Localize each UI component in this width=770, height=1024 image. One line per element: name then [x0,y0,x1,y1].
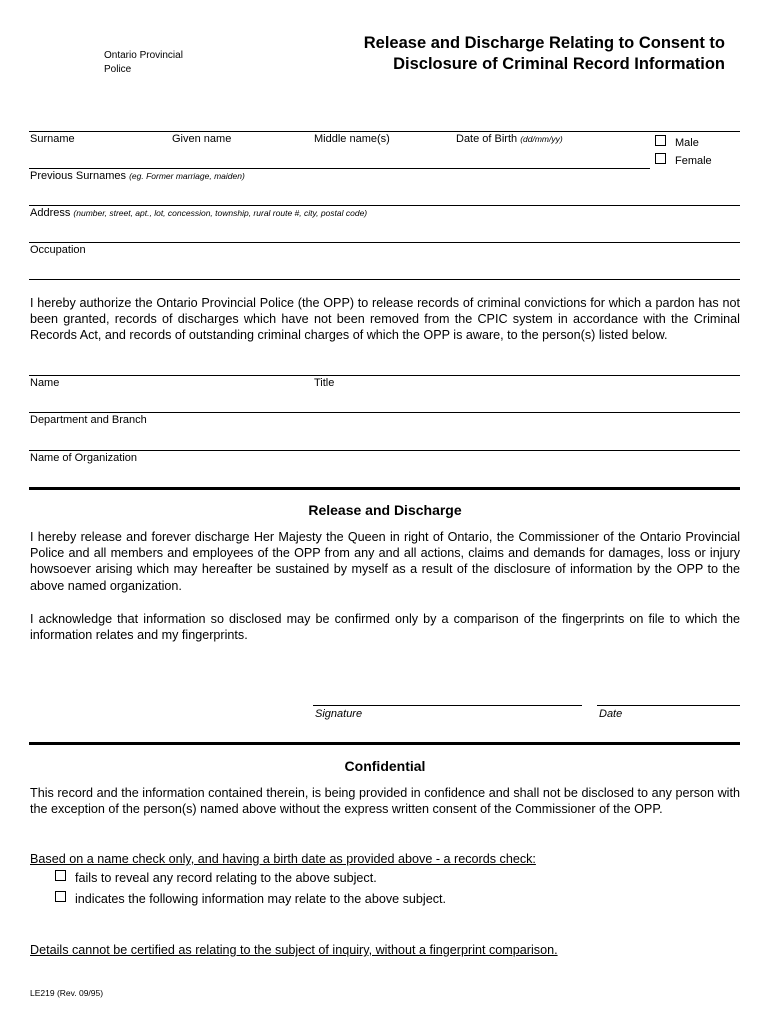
possible-record-checkbox[interactable] [55,891,66,902]
dob-format-hint: (dd/mm/yy) [520,134,563,144]
given-name-field[interactable]: Given name [172,133,232,145]
form-title-line2: Disclosure of Criminal Record Information [393,55,725,73]
possible-record-label: indicates the following information may relate to the above subject. [75,892,447,906]
signature-label: Signature [315,708,363,720]
female-checkbox[interactable] [655,153,666,164]
address-label: Address [30,207,71,219]
divider [29,279,740,280]
form-title [300,33,725,75]
release-heading: Release and Discharge [308,502,462,518]
divider [29,412,740,413]
no-record-checkbox[interactable] [55,870,66,881]
form-number: LE219 (Rev. 09/95) [30,988,104,998]
organization-field[interactable]: Name of Organization [30,452,137,464]
signature-line[interactable] [313,705,582,706]
fingerprint-disclaimer: Details cannot be certified as relating to the subject of inquiry, without a fingerprint comparison. [30,943,558,957]
confidential-heading: Confidential [344,758,426,774]
release-paragraph: I hereby release and forever discharge Her Majesty the Queen in right of Ontario, the Commissioner of the Ontario Provincial Police and all members and employees of the OPP from any and all actions, claims and demands for damages, loss or injury howsoever arising which may hereafter be sustained by myself as a result of the disclosure of information by the OPP to the above named organization. [30,530,740,593]
section-divider [29,742,740,745]
middle-names-field[interactable]: Middle name(s) [314,133,390,145]
female-label: Female [675,155,712,167]
date-label: Date [599,708,623,720]
dob-label: Date of Birth [456,133,518,145]
date-line[interactable] [597,705,740,706]
previous-surnames-hint: (eg. Former marriage, maiden) [129,171,245,181]
records-check-intro: Based on a name check only, and having a birth date as provided above - a records check: [30,852,536,866]
divider [29,375,740,376]
recipient-title-field[interactable]: Title [314,377,335,389]
section-divider [29,487,740,490]
authorization-paragraph: I hereby authorize the Ontario Provincial Police (the OPP) to release records of criminal convictions for which a pardon has not been granted, records of discharges which have not been removed from the CPIC system in accordance with the Criminal Records Act, and records of outstanding criminal charges of which the OPP is aware, to the person(s) listed below. [30,296,740,343]
divider [29,131,740,132]
previous-surnames-label: Previous Surnames [30,170,126,182]
previous-surnames-field[interactable] [30,170,245,183]
organization-name: Ontario Provincial Police [104,50,183,75]
dob-field[interactable] [456,133,563,146]
no-record-label: fails to reveal any record relating to the above subject. [75,871,377,885]
address-hint: (number, street, apt., lot, concession, township, rural route #, city, postal code) [73,208,368,218]
fingerprint-paragraph: I acknowledge that information so disclosed may be confirmed only by a comparison of the fingerprints on file to which the information relates and my fingerprints. [30,612,740,643]
divider [29,450,740,451]
address-field[interactable] [30,207,367,220]
department-field[interactable]: Department and Branch [30,414,147,426]
male-checkbox[interactable] [655,135,666,146]
divider [29,168,650,169]
occupation-field[interactable]: Occupation [30,244,86,256]
surname-field[interactable]: Surname [30,133,75,145]
form-title-line1: Release and Discharge Relating to Consent to [363,34,725,52]
recipient-name-field[interactable]: Name [30,377,60,389]
divider [29,242,740,243]
confidential-paragraph: This record and the information contained therein, is being provided in confidence and shall not be disclosed to any person with the exception of the person(s) named above without the express written consent of the Commissioner of the OPP. [30,786,740,817]
divider [29,205,740,206]
male-label: Male [675,137,699,149]
